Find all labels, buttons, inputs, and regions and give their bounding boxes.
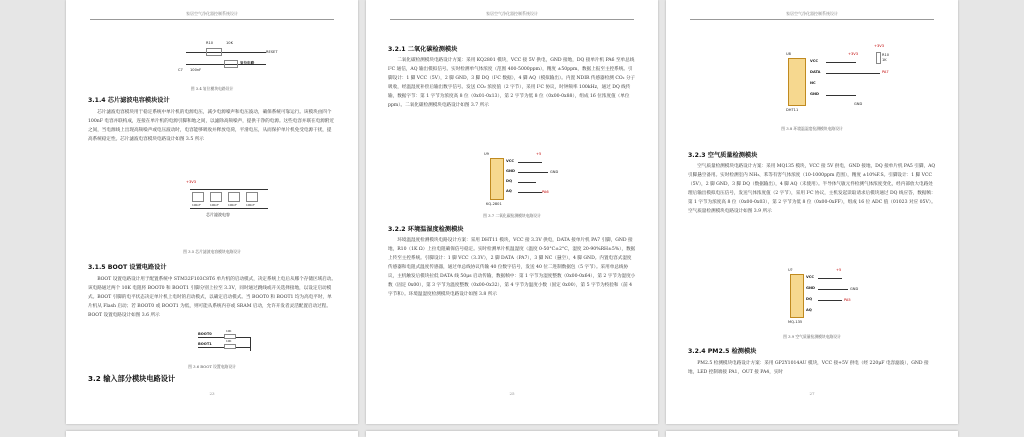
figure-caption-3-6: 图 3.6 BOOT 设置电路设计 — [188, 364, 236, 369]
section-heading-3-2-1: 3.2.1 二氧化碳检测模块 — [388, 46, 458, 53]
pin-label: GND — [806, 286, 815, 290]
filter-caption-label: 芯片滤波电容 — [206, 212, 230, 217]
capacitor-value: 100nF — [228, 203, 237, 207]
capacitor-value: 100nF — [246, 203, 255, 207]
resistor-value: 10K — [226, 329, 232, 333]
resistor-symbol — [876, 52, 881, 64]
chip-name: DHT11 — [786, 108, 799, 112]
chip-ref: U? — [788, 268, 793, 272]
pa6-net-label: PA6 — [542, 190, 549, 194]
vcc-net-label: +3V3 — [874, 44, 885, 48]
header-rule — [690, 19, 934, 20]
resistor-value: 10K — [226, 41, 233, 45]
resistor-value: 1K — [882, 58, 887, 62]
pin-label: AQ — [806, 308, 812, 312]
switch-symbol — [224, 60, 238, 68]
reset-label: 复位电路 — [240, 61, 255, 65]
pin-label: GND — [506, 169, 515, 173]
section-heading-3-2-2: 3.2.2 环境温湿度检测模块 — [388, 226, 464, 233]
resistor-ref: R10 — [882, 53, 890, 57]
resistor-symbol — [224, 344, 236, 349]
document-page-right — [666, 0, 958, 424]
paragraph-3-2-1: 二氧化碳检测模块电路设计方案：采用 KQ2801 模块，VCC 接 5V 供电，GND 接地，DQ 接单片机 PA6 至单总线 I²C 通信，AQ 输出模拟信号。实时检测单气体浓度（范围 400-5000ppm），精度 ±50ppm，数据上报至主控系统。引脚设计：1 脚 VCC（5V），2 脚 GND，3 脚 DQ（I²C 数据），4 脚 AQ（模拟输出）。内置 NDIR 传感器检测 CO₂ 分子吸收，经温湿度补偿后输出数字信号。发送 CO₂ 浓度值（2 字节），采用 I²C 协议，时钟频率 100kHz，通过 DQ 线传输，数据字节：第 1 字节为浓度高 8 位（0x01-0x13），第 2 字节为低 8 位（0x00-0x88），组成 16 位浓度值（单位 ppm）。二氧化碳检测模块电路设计如图 3.7 所示 — [388, 58, 636, 108]
capacitor-symbol — [246, 192, 258, 202]
pa5-net-label: PA5 — [844, 298, 851, 302]
pin-label: NC — [810, 81, 816, 85]
capacitor-ref: C7 — [178, 68, 183, 72]
pin-label: VCC — [810, 59, 819, 63]
resistor-value: 10K — [226, 339, 232, 343]
paragraph-3-2-4: PM2.5 检测模块电路设计方案：采用 GP2Y1014AU 模块，VCC 接+5V 供电（经 220μF 电容滤波），GND 接地，LED 控制端接 PA1，OUT 接 PA4，实时 — [688, 361, 929, 375]
chip-ref: U9 — [484, 152, 489, 156]
pin-label: DQ — [506, 179, 513, 183]
gnd-net-label: GND — [850, 287, 859, 291]
paragraph-3-2-3: 空气质量检测模块电路设计方案：采用 MQ135 模块，VCC 接 5V 供电，GND 接地，DQ 接单片机 PA5 引脚，AQ 引脚悬空备用。实时检测室内 NH₃、苯等有害气体浓度（10-1000ppm 范围），精度 ±10%F.S。引脚设计：1 脚 VCC（5V），2 脚 GND，3 脚 DQ（数据输出），4 脚 AQ（未使用）。半导体气敏元件检测气体浓度变化，经内部放大电路处理后输出模拟电压信号，发送气体浓度值（2 字节），采用 I²C 协议，主机发起读取请求后模块通过 DQ 线应答，数据帧：第 1 字节为浓度高 8 位（0x00-0x03），第 2 字节为低 8 位（0x00-0xFF），组成 16 位 ADC 值（01023 对应 05V）。空气质量检测模块电路设计如图 3.9 所示 — [688, 164, 936, 214]
pin-label: DATA — [810, 70, 821, 74]
vcc-net-label: +5 — [536, 152, 542, 156]
pin-label: AQ — [506, 189, 512, 193]
page-number: 23 — [209, 391, 215, 396]
section-heading-3-2: 3.2 输入部分模块电路设计 — [88, 374, 176, 383]
paragraph-3-1-5: BOOT 设置电路设计用于配置系统中 STM32F103C8T6 单片机的启动模式，决定系统上电后从哪个存储区域启动。该电路通过两个 10K 电阻将 BOOT0 和 BOOT1 引脚分别上拉至 3.3V，同时通过跳线或开关选择接地，以设定启动模式。BOOT 引脚的电平状态决定单片机上电时的启动模式，以确定启动模式。当 BOOT0 和 BOOT1 均为高电平时，单片机从 Flash 启动；若 BOOT0 或 BOOT1 为低，则可能从系统内存或 SRAM 启动，允许开发者灵活配置启动过程。BOOT 设置电路设计如图 3.6 所示 — [88, 277, 336, 318]
page-number: 25 — [509, 391, 515, 396]
pin-label: VCC — [806, 275, 815, 279]
paragraph-3-1-4: 芯片滤波电容模块用于稳定系统中单片机的电源电压，减少电源噪声和电压波动，确保系统可靠运行。该模块由四个 100nF 电容并联构成，连接在单片机的电源引脚和地之间，以滤除高频噪声，提供干净的电源。这些电容并联在电源附近之间，当电源线上出现高频噪声或电压波动时，电容能够吸收并释放电荷，平滑电压，从而保护单片机免受电源干扰，提高系统稳定性。芯片滤波电容模块电路设计如图 3.5 所示 — [88, 110, 335, 142]
reset-net-label: RESET — [266, 50, 278, 54]
chip-body — [788, 58, 806, 106]
chip-name: MQ-135 — [788, 320, 803, 324]
document-page-middle — [366, 0, 658, 424]
section-heading-3-2-4: 3.2.4 PM2.5 检测模块 — [688, 348, 757, 355]
figure-reset-circuit — [176, 40, 286, 84]
next-page-preview — [366, 431, 658, 437]
vcc-net-label: +5 — [836, 268, 842, 272]
chip-ref: U8 — [786, 52, 791, 56]
document-page-left — [66, 0, 358, 424]
next-page-preview — [66, 431, 358, 437]
section-heading-3-1-4: 3.1.4 芯片滤波电容模块设计 — [88, 97, 170, 104]
chip-body — [490, 158, 504, 200]
vcc-net-label: +3V3 — [848, 52, 859, 56]
capacitor-value: 100nF — [190, 68, 202, 72]
paragraph-3-2-2: 环境温湿度检测模块电路设计方案：采用 DHT11 模块，VCC 接 3.3V 供电，DATA 接单片机 PA7 引脚，GND 接地，R10（1K Ω）上拉电阻确保信号稳定。实时检测单片机温湿度（温度 0-50°C±2°C，湿度 20-90%RH±5%），数据上传至主控系统。引脚设计：1 脚 VCC（3.3V），2 脚 DATA（PA7），3 脚 NC（悬空），4 脚 GND。内置电容式湿度传感器和电阻式温度传感器，通过单总线协议传输 40 位数字信号，发送 40 位二进制数据包（5 字节）。采用单总线协议，主机触发后模块拉低 DATA 线 50μs 启动传输，数据帧中：第 1 字节为湿度整数（0x00-0x64），第 2 字节为湿度小数（固定 0x00），第 3 字节为温度整数（0x00-0x32），第 4 字节为温度小数（固定 0x00），第 5 字节为校验和（前 4 字节和）。环境温湿度检测模块电路设计如图 3.8 所示 — [388, 238, 636, 297]
section-heading-3-2-3: 3.2.3 空气质量检测模块 — [688, 152, 758, 159]
capacitor-value: 100nF — [210, 203, 219, 207]
figure-caption-3-4: 图 3.4 复位模块电路设计 — [190, 86, 234, 91]
chip-body — [790, 274, 804, 318]
resistor-ref: R10 — [206, 41, 214, 45]
figure-dht11-module — [786, 44, 896, 116]
running-header: 家居空气净化器控制系统设计 — [786, 11, 838, 16]
resistor-symbol — [206, 48, 222, 56]
running-header: 家居空气净化器控制系统设计 — [186, 11, 238, 16]
pin-label: VCC — [506, 159, 515, 163]
gnd-net-label: GND — [854, 102, 863, 106]
pin-label: GND — [810, 92, 819, 96]
capacitor-symbol — [228, 192, 240, 202]
figure-co2-module — [484, 152, 584, 210]
boot1-label: BOOT1 — [198, 342, 212, 346]
capacitor-symbol — [210, 192, 222, 202]
header-rule — [90, 19, 334, 20]
pa7-net-label: PA7 — [882, 70, 889, 74]
chip-name: KQ-2801 — [486, 202, 502, 206]
next-page-preview — [666, 431, 958, 437]
figure-caption-3-9: 图 3.9 空气质量检测模块电路设计 — [783, 334, 841, 339]
section-heading-3-1-5: 3.1.5 BOOT 设置电路设计 — [88, 264, 167, 271]
figure-filter-capacitors — [184, 180, 274, 228]
pin-label: DQ — [806, 297, 813, 301]
running-header: 家居空气净化器控制系统设计 — [486, 11, 538, 16]
figure-caption-3-8: 图 3.8 环境温湿度检测模块电路设计 — [781, 126, 843, 131]
boot0-label: BOOT0 — [198, 332, 212, 336]
vcc-net-label: +3V3 — [186, 180, 197, 184]
page-number: 27 — [809, 391, 815, 396]
capacitor-symbol — [192, 192, 204, 202]
header-rule — [390, 19, 634, 20]
figure-caption-3-7: 图 3.7 二氧化碳检测模块电路设计 — [483, 213, 541, 218]
figure-boot-circuit — [198, 329, 268, 355]
capacitor-value: 100nF — [192, 203, 201, 207]
figure-caption-3-5: 图 3.5 芯片滤波电容模块电路设计 — [183, 249, 241, 254]
figure-mq135-module — [788, 268, 888, 326]
gnd-net-label: GND — [550, 170, 559, 174]
